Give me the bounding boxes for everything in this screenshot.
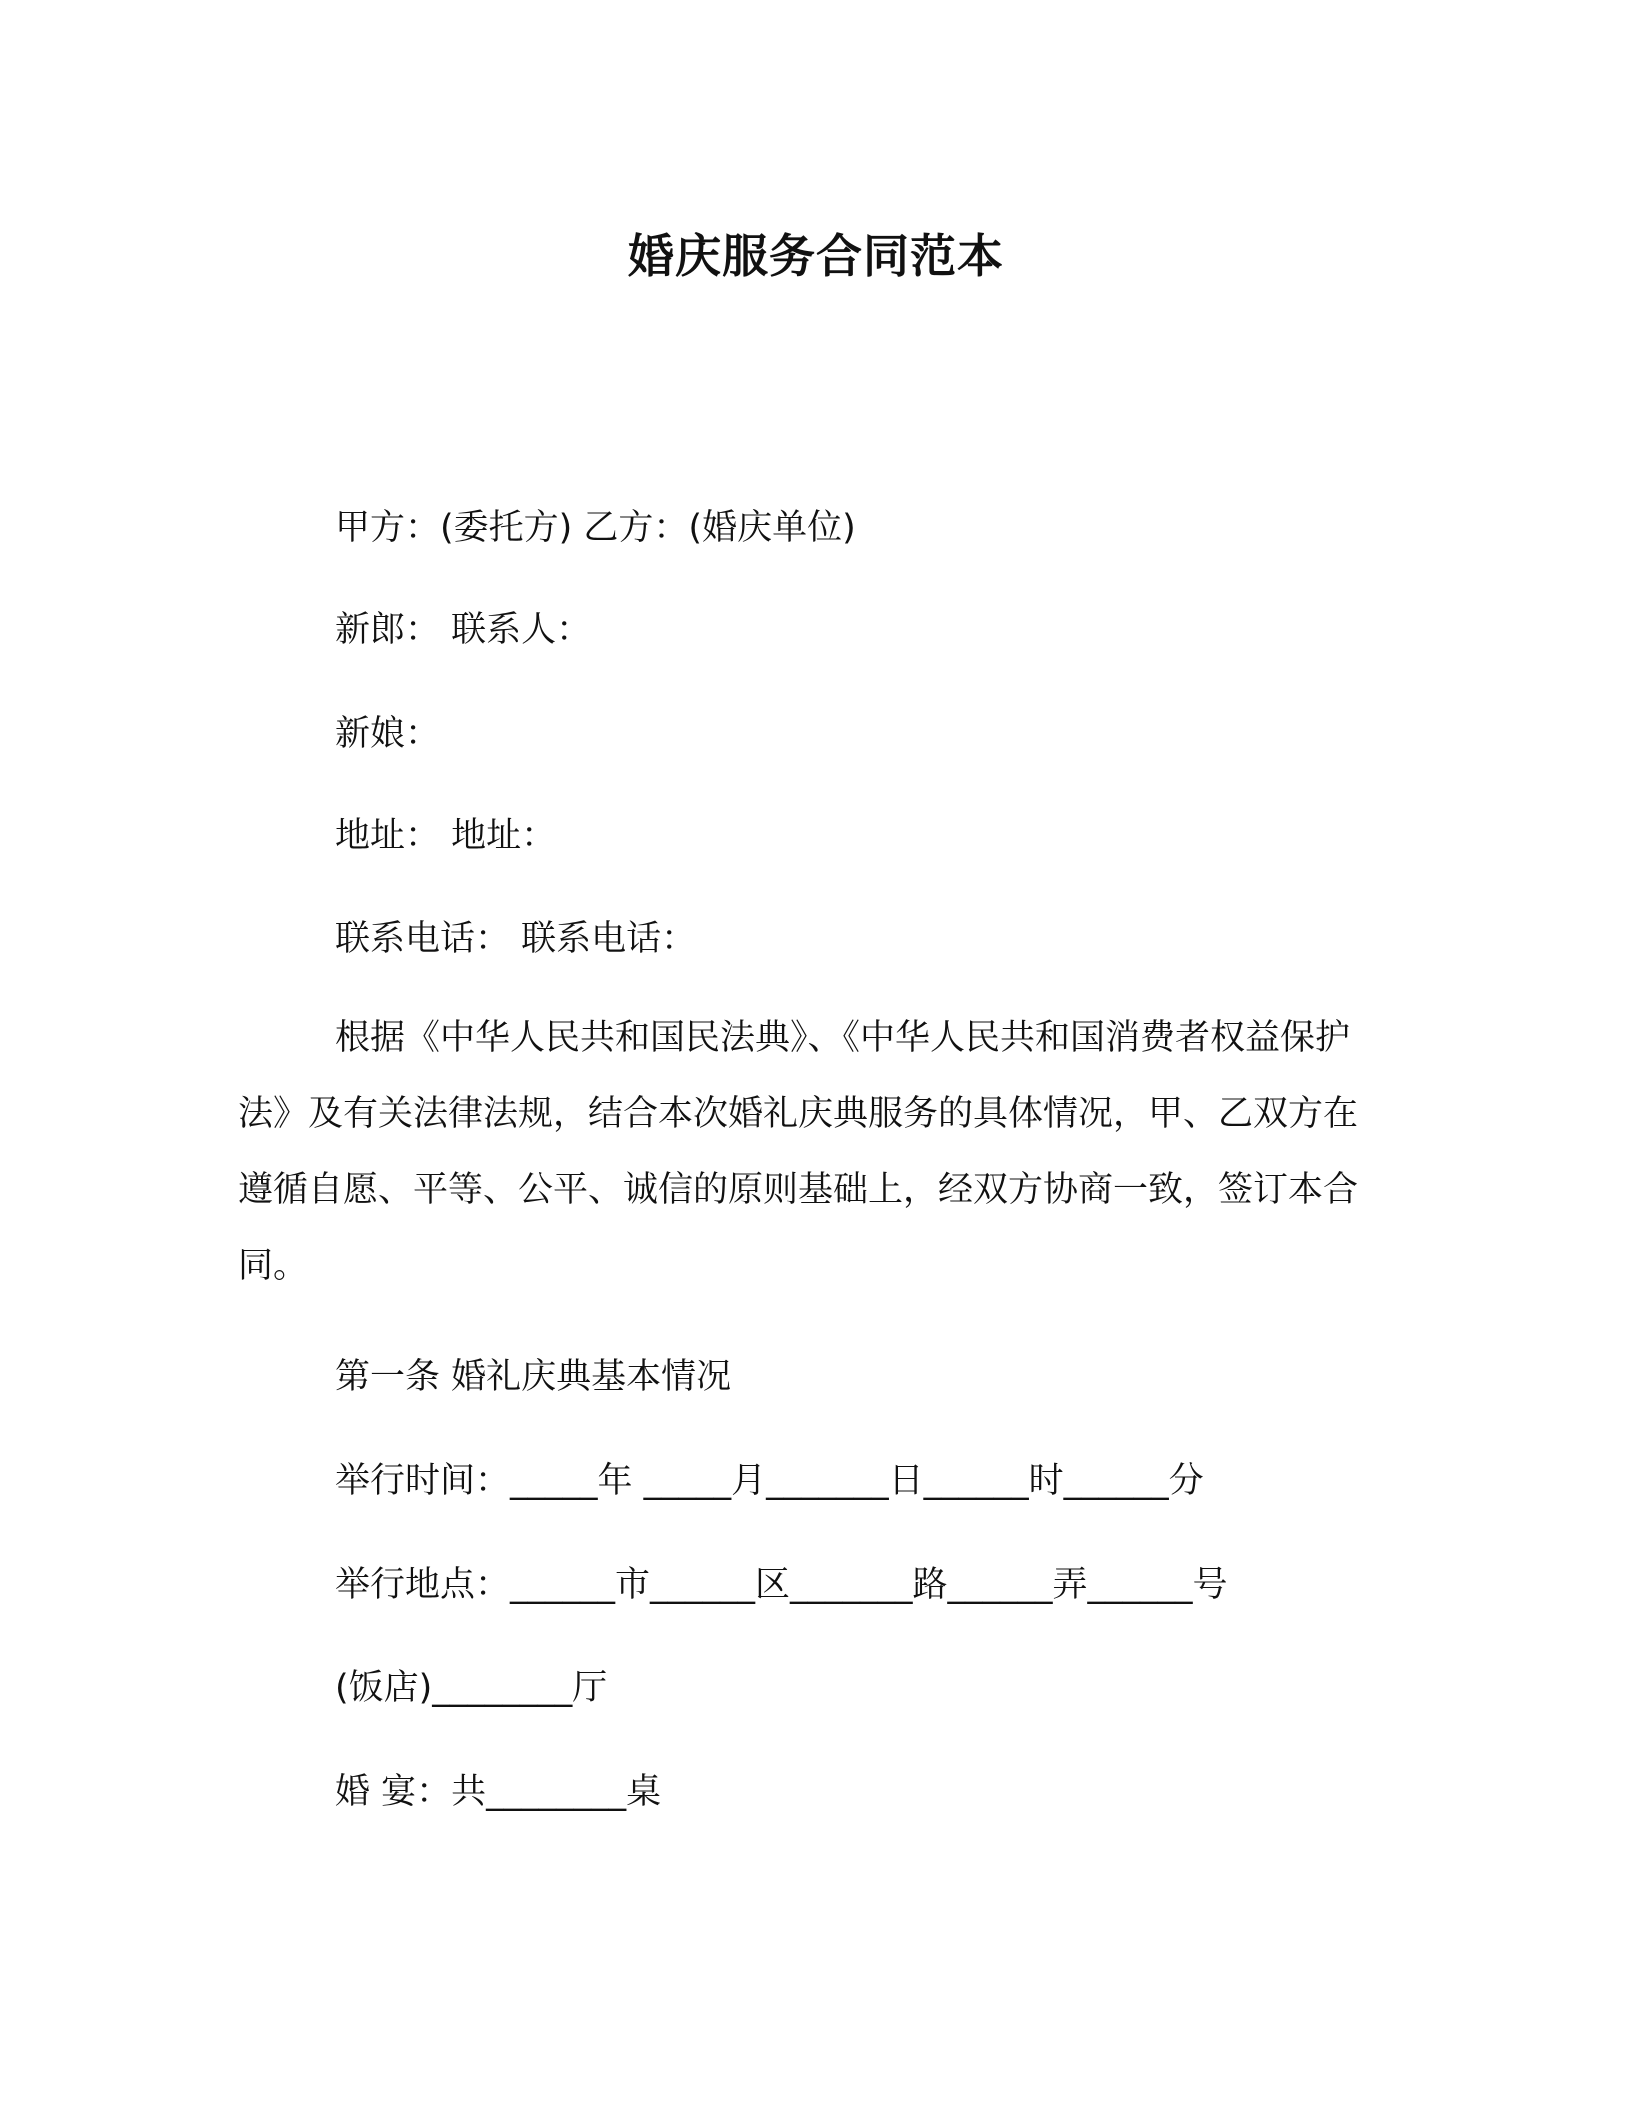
bride-line: 新娘： <box>335 714 441 754</box>
ceremony-time-line: 举行时间：_____年 _____月_______日______时______分 <box>335 1461 1204 1501</box>
banquet-tables-line: 婚 宴：共________桌 <box>335 1772 662 1812</box>
preamble-paragraph: 根据《中华人民共和国民法典》、《中华人民共和国消费者权益保护法》及有关法律法规，结合本次婚礼庆典服务的具体情况，甲、乙双方在遵循自愿、平等、公平、诚信的原则基础上，经双方协商一致，签订本合同。 <box>238 1018 1359 1286</box>
document-title: 婚庆服务合同范本 <box>628 229 1004 283</box>
ceremony-location-line: 举行地点：______市______区_______路______弄______号 <box>335 1565 1228 1605</box>
groom-contact-line: 新郎： 联系人： <box>335 610 592 650</box>
venue-hall-line: (饭店)________厅 <box>335 1668 608 1708</box>
article-1-heading: 第一条 婚礼庆典基本情况 <box>335 1357 732 1397</box>
phone-line: 联系电话： 联系电话： <box>335 919 697 959</box>
parties-line: 甲方：(委托方) 乙方：(婚庆单位) <box>335 508 856 548</box>
address-line: 地址： 地址： <box>335 816 557 856</box>
